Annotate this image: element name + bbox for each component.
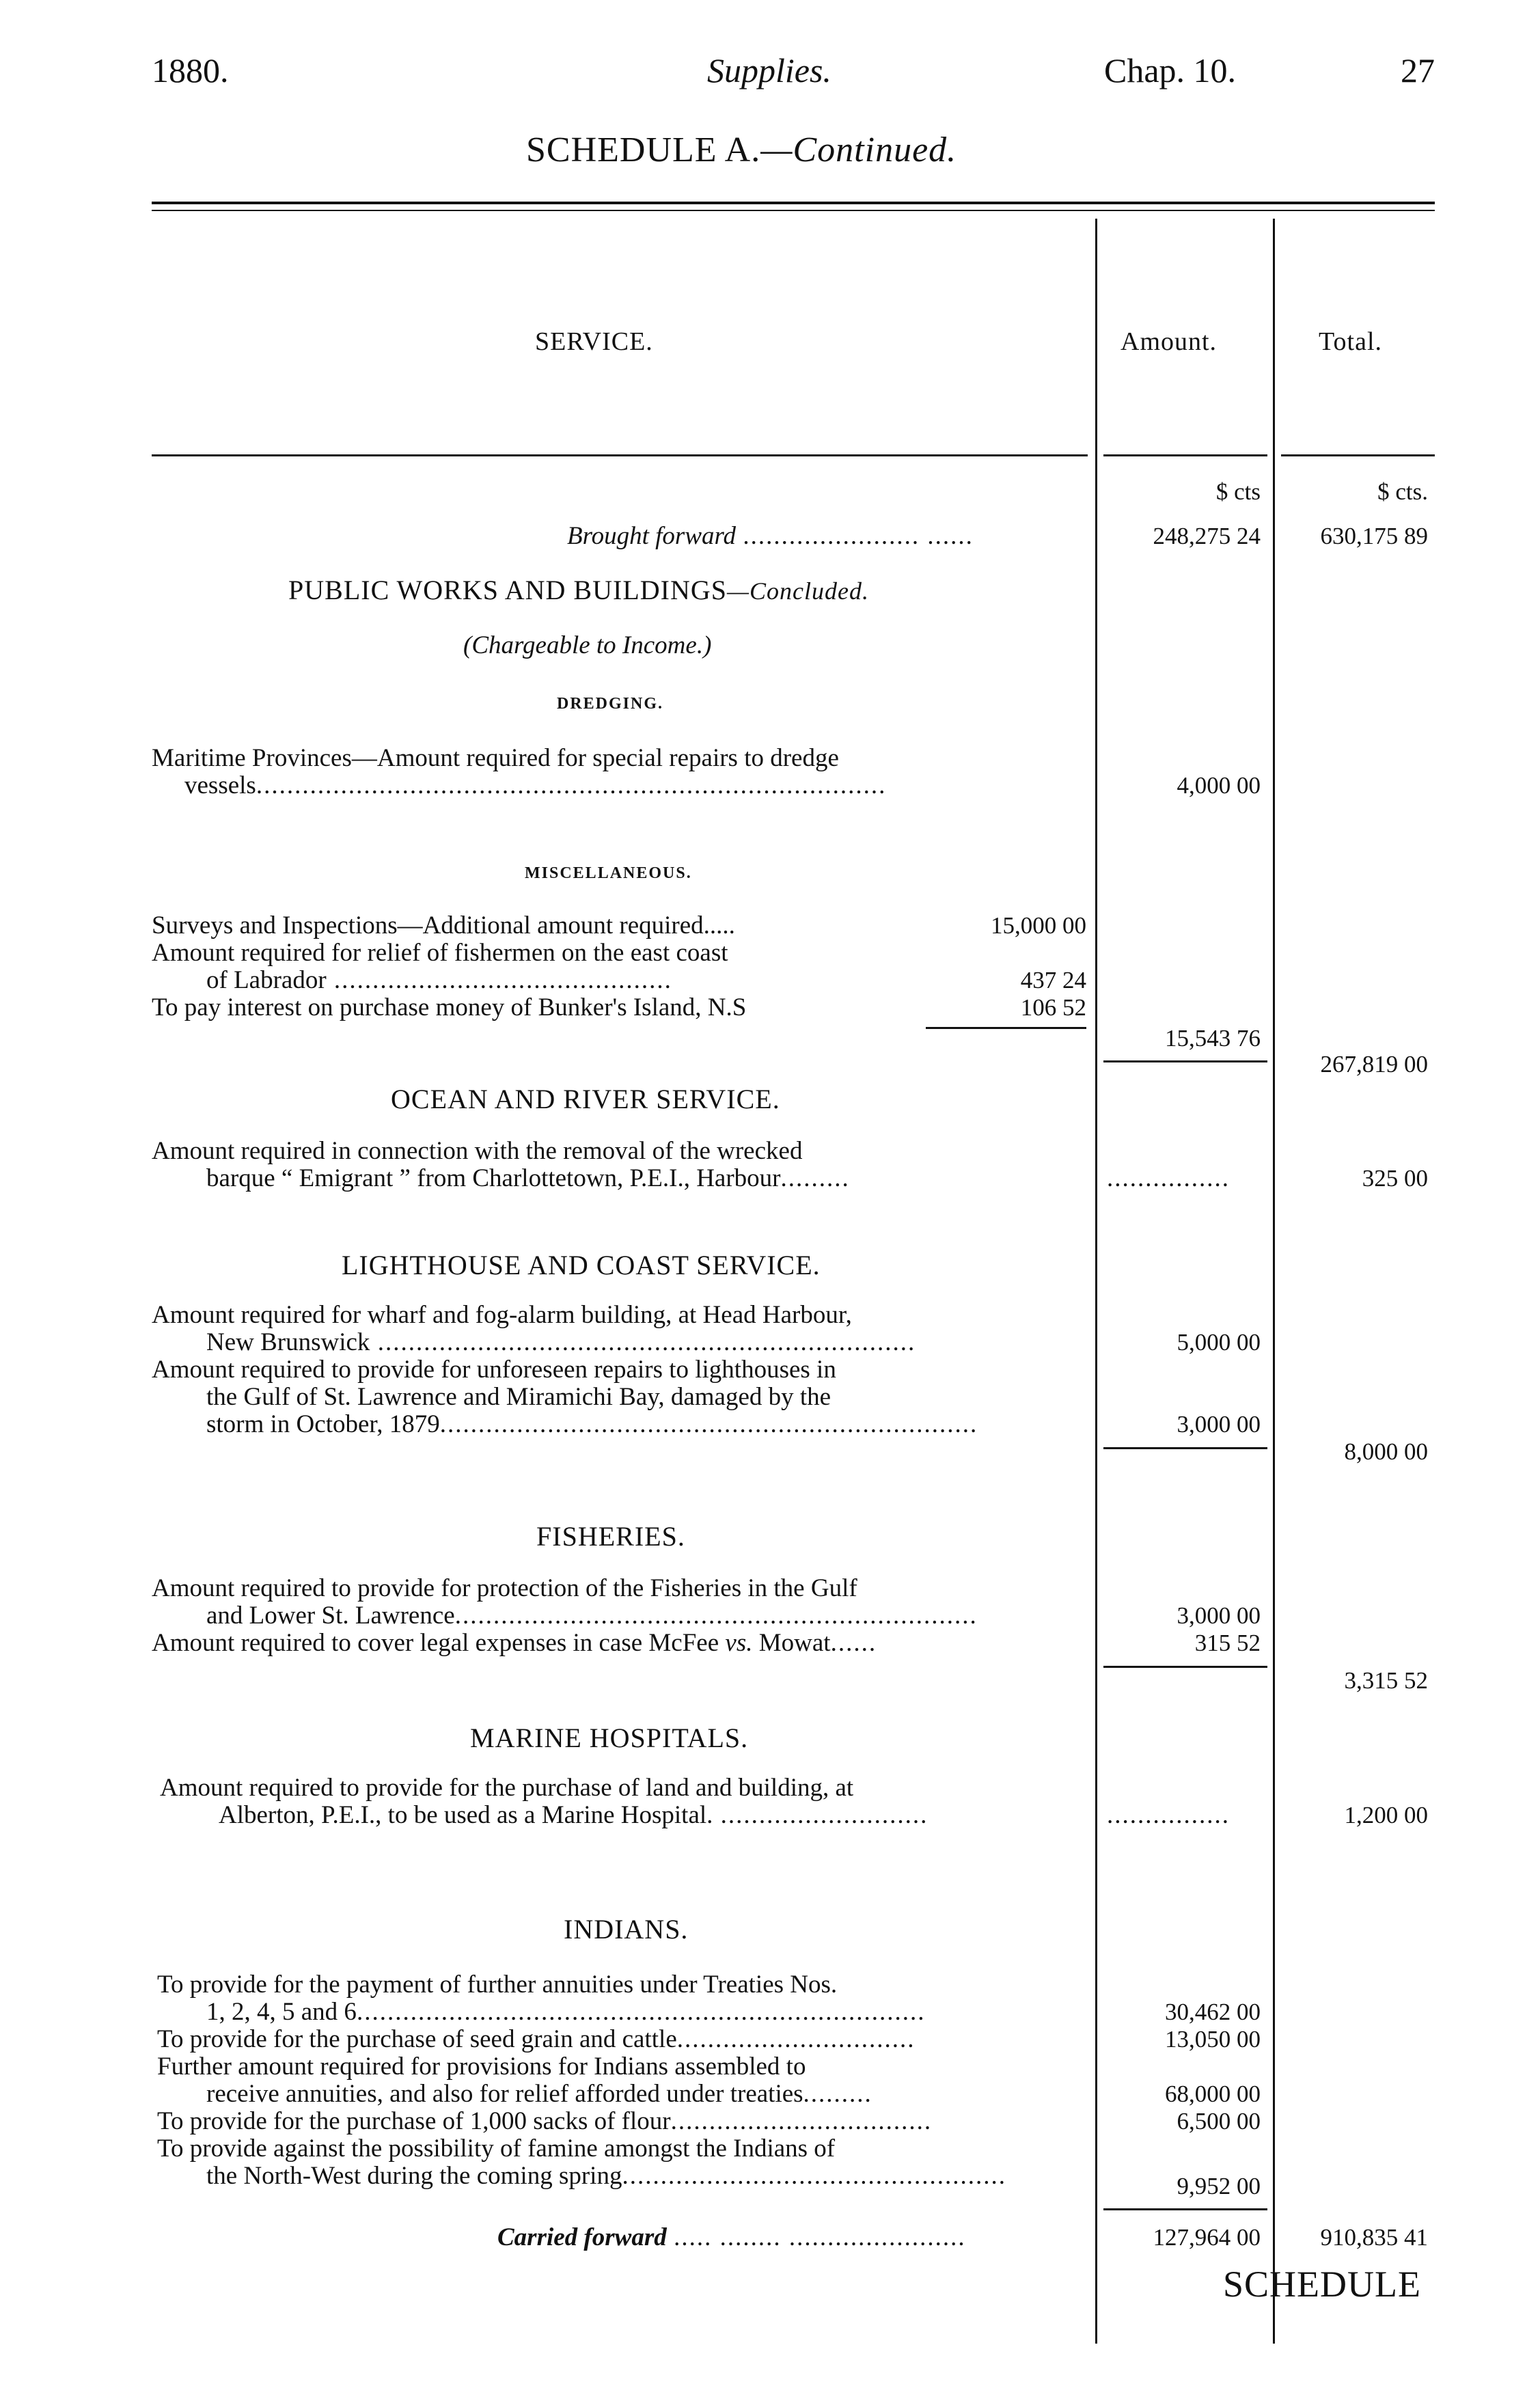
dredging-line-2: vessels.................................................................................. [184,771,887,799]
marine-amount-leader: ................ [1107,1801,1230,1829]
indians-item-3-line-1: Further amount required for provisions for Indians assembled to [157,2053,806,2081]
indians-item-5-line-2: the North-West during the coming spring.................................................. [206,2162,1006,2190]
fisheries-item-1-amount: 3,000 00 [1177,1602,1261,1629]
fisheries-heading: FISHERIES. [536,1521,685,1552]
header-page-number: 27 [1401,51,1435,90]
fisheries-item-2: Amount required to cover legal expenses in case McFee vs. Mowat...... [152,1629,877,1657]
marine-total: 1,200 00 [1344,1802,1428,1828]
carried-forward-amount: 127,964 00 [1153,2224,1261,2251]
schedule-title-main: SCHEDULE A. [526,131,761,169]
indians-item-4: To provide for the purchase of 1,000 sacks of flour.................................. [157,2107,933,2135]
brought-forward-amount: 248,275 24 [1153,523,1261,549]
ocean-line-1: Amount required in connection with the removal of the wrecked [152,1137,803,1165]
column-header-total: Total. [1319,327,1383,356]
misc-item-bunkers-island: To pay interest on purchase money of Bunker's Island, N.S [152,993,747,1021]
lighthouse-heading: LIGHTHOUSE AND COAST SERVICE. [342,1250,821,1280]
column-divider-amount-total [1273,219,1275,2344]
indians-item-1-line-1: To provide for the payment of further annuities under Treaties Nos. [157,1971,838,1999]
footer-catchword: SCHEDULE [1223,2264,1421,2305]
dredging-heading: DREDGING. [557,695,664,713]
fisheries-total: 3,315 52 [1344,1667,1428,1694]
misc-item-surveys-value: 15,000 00 [991,912,1086,939]
indians-item-3-line-2: receive annuities, and also for relief afforded under treaties......... [206,2080,872,2108]
lighthouse-total: 8,000 00 [1344,1438,1428,1465]
header-title: Supplies. [707,51,831,90]
brought-forward-total: 630,175 89 [1320,523,1428,549]
misc-item-labrador-line-2: of Labrador ............................................ [206,966,672,994]
indians-item-4-amount: 6,500 00 [1177,2108,1261,2135]
indians-heading: INDIANS. [564,1914,689,1945]
total-unit: $ cts. [1377,478,1428,505]
column-divider-service-amount [1095,219,1097,2344]
public-works-heading: PUBLIC WORKS AND BUILDINGS—Concluded. [288,575,869,605]
header-rule-service [152,454,1088,456]
chargeable-note: (Chargeable to Income.) [463,631,712,659]
marine-line-1: Amount required to provide for the purchase of land and building, at [160,1774,854,1802]
ocean-line-2: barque “ Emigrant ” from Charlottetown, P.E.I., Harbour......... [206,1164,850,1192]
header-rule-amount [1103,454,1267,456]
ocean-river-heading: OCEAN AND RIVER SERVICE. [391,1084,780,1114]
indians-item-5-line-1: To provide against the possibility of famine amongst the Indians of [157,2135,836,2163]
indians-item-1-amount: 30,462 00 [1165,1999,1261,2025]
lighthouse-item-2-amount: 3,000 00 [1177,1411,1261,1438]
miscellaneous-heading: MISCELLANEOUS. [525,864,692,882]
fisheries-amount-rule [1103,1666,1267,1668]
misc-item-bunkers-island-value: 106 52 [1020,994,1086,1021]
misc-item-labrador-value: 437 24 [1020,967,1086,993]
indians-item-5-amount: 9,952 00 [1177,2173,1261,2199]
ocean-total: 325 00 [1362,1165,1428,1192]
misc-item-surveys: Surveys and Inspections—Additional amount required..... [152,911,735,939]
column-header-amount: Amount. [1120,327,1218,356]
indians-amount-rule [1103,2208,1267,2210]
public-works-total: 267,819 00 [1320,1051,1428,1078]
marine-hospitals-heading: MARINE HOSPITALS. [470,1723,749,1753]
dredging-line-1: Maritime Provinces—Amount required for special repairs to dredge [152,744,839,772]
lighthouse-item-1-line-1: Amount required for wharf and fog-alarm building, at Head Harbour, [152,1301,852,1329]
top-rule-thin [152,210,1435,211]
indians-item-2-amount: 13,050 00 [1165,2026,1261,2053]
indians-item-3-amount: 68,000 00 [1165,2081,1261,2107]
public-works-amount-rule [1103,1060,1267,1062]
misc-amount: 15,543 76 [1165,1025,1261,1052]
schedule-title-continued: —Continued. [760,131,957,169]
lighthouse-amount-rule [1103,1447,1267,1449]
fisheries-item-1-line-1: Amount required to provide for protection of the Fisheries in the Gulf [152,1574,857,1602]
header-rule-total [1281,454,1435,456]
ocean-amount-leader: ................ [1107,1164,1230,1192]
carried-forward-label: Carried forward ..... ........ ....................... [497,2223,967,2251]
column-header-service: SERVICE. [535,327,653,356]
header-chapter: Chap. 10. [1104,51,1237,90]
dredging-amount: 4,000 00 [1177,772,1261,799]
marine-line-2: Alberton, P.E.I., to be used as a Marine Hospital. ........................... [219,1801,929,1829]
lighthouse-item-2-line-2: the Gulf of St. Lawrence and Miramichi Bay, damaged by the [206,1383,831,1411]
amount-unit: $ cts [1215,478,1261,505]
schedule-title [526,130,957,170]
top-rule-thick [152,202,1435,204]
lighthouse-item-1-amount: 5,000 00 [1177,1329,1261,1356]
brought-forward-label: Brought forward ....................... ...... [567,522,974,550]
misc-subtotal-rule [926,1027,1086,1029]
misc-item-labrador-line-1: Amount required for relief of fishermen on the east coast [152,939,728,967]
indians-item-2: To provide for the purchase of seed grain and cattle............................... [157,2025,916,2053]
indians-item-1-line-2: 1, 2, 4, 5 and 6.......................................................................... [206,1998,926,2026]
fisheries-item-2-amount: 315 52 [1194,1630,1261,1656]
fisheries-item-1-line-2: and Lower St. Lawrence.................................................................... [206,1602,978,1630]
lighthouse-item-2-line-3: storm in October, 1879...................................................................... [206,1410,978,1438]
carried-forward-total: 910,835 41 [1320,2224,1428,2251]
lighthouse-item-2-line-1: Amount required to provide for unforeseen repairs to lighthouses in [152,1356,836,1384]
lighthouse-item-1-line-2: New Brunswick ...................................................................... [206,1328,916,1356]
header-year: 1880. [152,51,229,90]
